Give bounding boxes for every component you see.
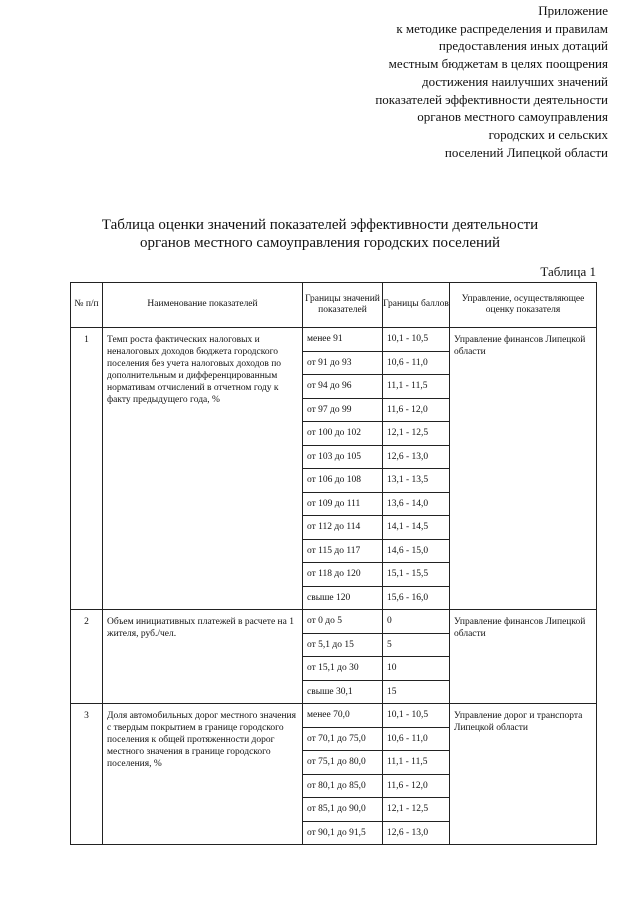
header-num: № п/п — [71, 283, 103, 328]
score-range: 10,1 - 10,5 — [383, 704, 450, 728]
indicator-bound: от 106 до 108 — [303, 469, 383, 493]
table-row — [71, 704, 597, 728]
header-scores: Границы баллов — [383, 283, 450, 328]
score-range: 10 — [383, 657, 450, 681]
indicator-bound: от 5,1 до 15 — [303, 633, 383, 657]
indicators-table — [70, 282, 597, 845]
header-name: Наименование показателей — [103, 283, 303, 328]
score-range: 10,6 - 11,0 — [383, 351, 450, 375]
indicator-bound: от 90,1 до 91,5 — [303, 821, 383, 845]
score-range: 13,1 - 13,5 — [383, 469, 450, 493]
score-range: 12,1 - 12,5 — [383, 798, 450, 822]
indicator-bound: свыше 120 — [303, 586, 383, 610]
score-range: 11,1 - 11,5 — [383, 375, 450, 399]
table-row — [71, 328, 597, 352]
score-range: 10,6 - 11,0 — [383, 727, 450, 751]
row-number: 2 — [71, 610, 103, 704]
appendix-line: достижения наилучших значений — [421, 73, 608, 89]
row-number: 3 — [71, 704, 103, 845]
appendix-line: предоставления иных дотаций — [438, 38, 608, 54]
appendix-line: органов местного самоуправления — [417, 109, 608, 125]
indicator-bound: от 118 до 120 — [303, 563, 383, 587]
appendix-line: поселений Липецкой области — [444, 144, 608, 160]
header-dept: Управление, осуществляющее оценку показателя — [450, 283, 597, 328]
table-body — [71, 328, 597, 845]
appendix-line: городских и сельских — [488, 126, 608, 142]
title-line-2: органов местного самоуправления городских поселений — [139, 235, 501, 251]
indicator-bound: от 112 до 114 — [303, 516, 383, 540]
indicator-bound: менее 70,0 — [303, 704, 383, 728]
responsible-department: Управление финансов Липецкой области — [450, 610, 597, 704]
score-range: 12,1 - 12,5 — [383, 422, 450, 446]
indicator-bound: от 100 до 102 — [303, 422, 383, 446]
score-range: 14,6 - 15,0 — [383, 539, 450, 563]
indicator-bound: от 109 до 111 — [303, 492, 383, 516]
indicator-bound: от 103 до 105 — [303, 445, 383, 469]
indicator-name: Темп роста фактических налоговых и неналоговых доходов бюджета городского поселения без учета налоговых доходов по дополнительным и дифференцированным нормативам отчислений в отчетном году к факту предыдущего года, % — [103, 328, 303, 610]
appendix-header — [375, 2, 608, 161]
appendix-line: местным бюджетам в целях поощрения — [388, 56, 608, 72]
score-range: 0 — [383, 610, 450, 634]
indicator-bound: от 97 до 99 — [303, 398, 383, 422]
score-range: 14,1 - 14,5 — [383, 516, 450, 540]
table-header-row — [71, 283, 597, 328]
score-range: 13,6 - 14,0 — [383, 492, 450, 516]
score-range: 15,1 - 15,5 — [383, 563, 450, 587]
score-range: 15 — [383, 680, 450, 704]
row-number: 1 — [71, 328, 103, 610]
appendix-line: показателей эффективности деятельности — [375, 91, 608, 107]
table-row — [71, 610, 597, 634]
title-line-1: Таблица оценки значений показателей эффективности деятельности — [101, 217, 539, 233]
score-range: 12,6 - 13,0 — [383, 445, 450, 469]
indicator-bound: от 0 до 5 — [303, 610, 383, 634]
indicator-name: Доля автомобильных дорог местного значения с твердым покрытием в границе городского поселения к общей протяженности дорог местного значения в границе городского поселения, % — [103, 704, 303, 845]
score-range: 5 — [383, 633, 450, 657]
score-range: 11,6 - 12,0 — [383, 774, 450, 798]
indicator-bound: менее 91 — [303, 328, 383, 352]
score-range: 11,6 - 12,0 — [383, 398, 450, 422]
indicator-bound: от 91 до 93 — [303, 351, 383, 375]
indicator-bound: от 80,1 до 85,0 — [303, 774, 383, 798]
indicator-bound: от 115 до 117 — [303, 539, 383, 563]
score-range: 15,6 - 16,0 — [383, 586, 450, 610]
score-range: 10,1 - 10,5 — [383, 328, 450, 352]
score-range: 12,6 - 13,0 — [383, 821, 450, 845]
header-bounds: Границы значений показателей — [303, 283, 383, 328]
appendix-line: к методике распределения и правилам — [396, 20, 608, 36]
indicator-bound: от 85,1 до 90,0 — [303, 798, 383, 822]
responsible-department: Управление финансов Липецкой области — [450, 328, 597, 610]
score-range: 11,1 - 11,5 — [383, 751, 450, 775]
appendix-line: Приложение — [538, 3, 608, 18]
indicator-bound: от 70,1 до 75,0 — [303, 727, 383, 751]
indicator-bound: свыше 30,1 — [303, 680, 383, 704]
responsible-department: Управление дорог и транспорта Липецкой области — [450, 704, 597, 845]
document-title — [0, 216, 640, 252]
indicator-name: Объем инициативных платежей в расчете на 1 жителя, руб./чел. — [103, 610, 303, 704]
indicator-bound: от 94 до 96 — [303, 375, 383, 399]
indicator-bound: от 15,1 до 30 — [303, 657, 383, 681]
indicator-bound: от 75,1 до 80,0 — [303, 751, 383, 775]
table-label: Таблица 1 — [540, 264, 596, 279]
